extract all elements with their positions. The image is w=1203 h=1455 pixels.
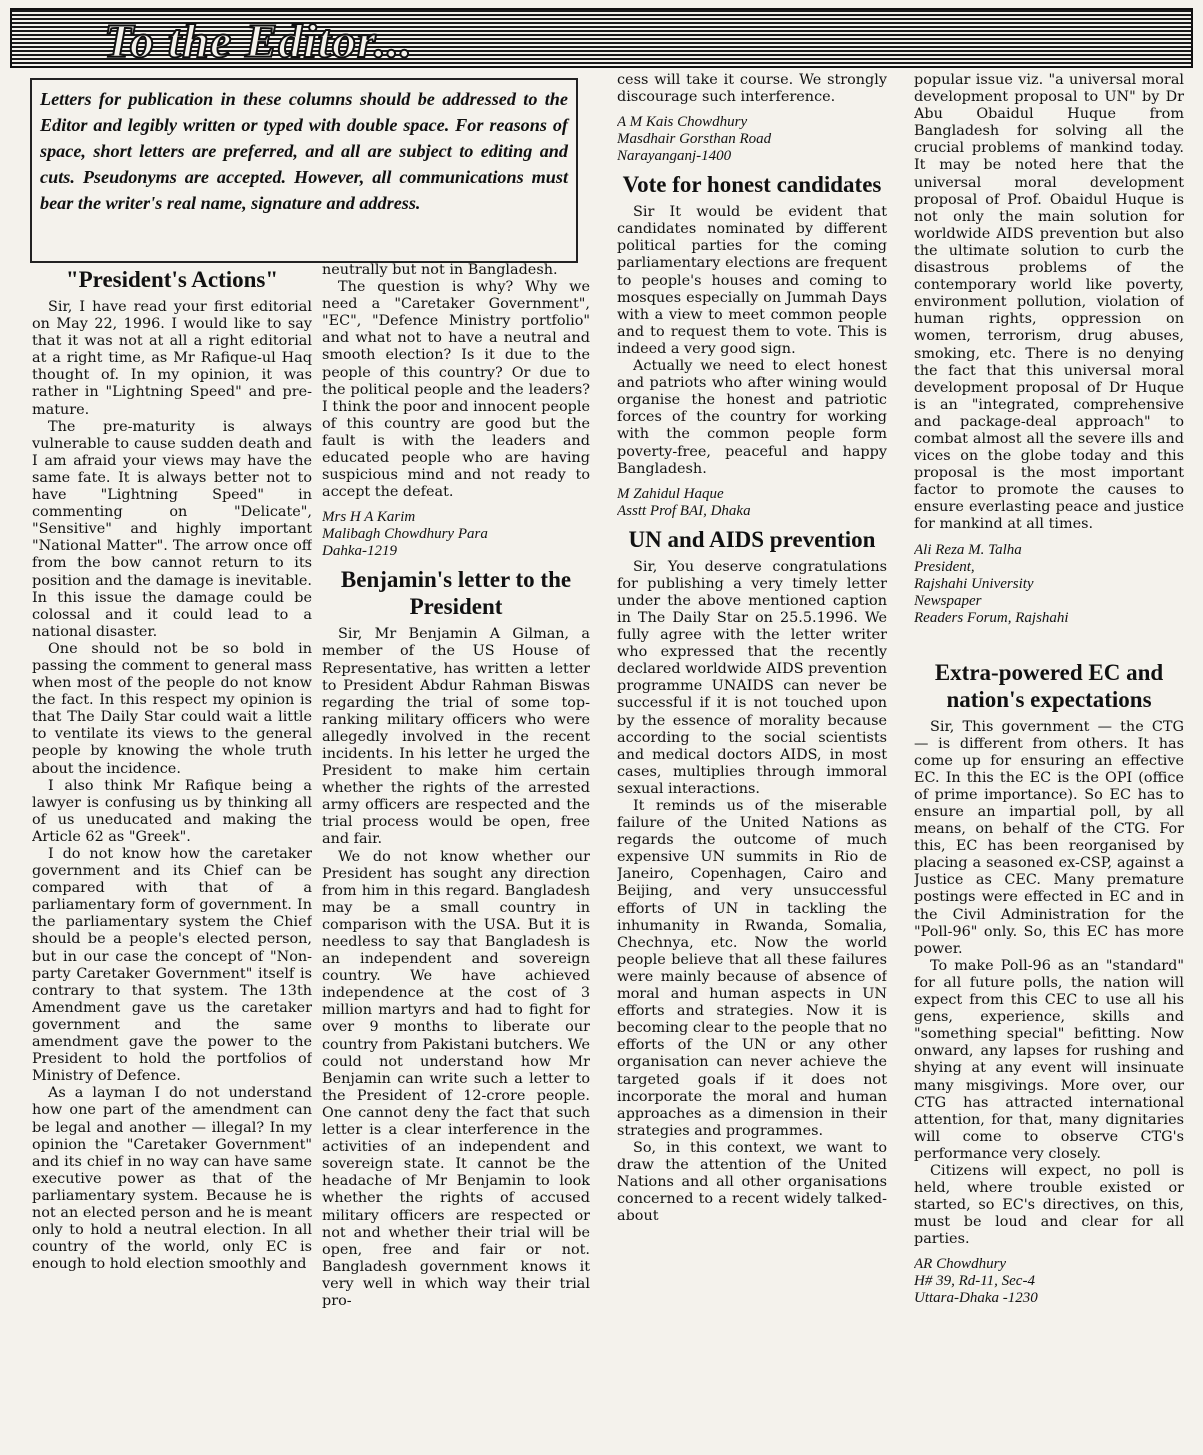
signature-line: Rajshahi University bbox=[914, 575, 1034, 592]
signature-line: Narayanganj-1400 bbox=[617, 148, 732, 165]
signature-line: Uttara-Dhaka -1230 bbox=[914, 1290, 1038, 1307]
paragraph: cess will take it course. We strongly discourage such interference. bbox=[617, 72, 887, 106]
signature-line: Ali Reza M. Talha bbox=[914, 541, 1022, 558]
section-title: To the Editor... bbox=[104, 15, 413, 68]
submission-notice: Letters for publication in these columns should be addressed to the Editor and legibly written or typed with double space. For reasons of space, short letters are preferred, and all are subject to editing and cuts. Pseudonyms are accepted. However, all communications must bear the writer's real name, signature and address. bbox=[30, 78, 578, 263]
signature-line: H# 39, Rd-11, Sec-4 bbox=[914, 1273, 1035, 1290]
signature-extra-powered-ec bbox=[914, 1256, 1184, 1307]
column-3 bbox=[617, 72, 887, 1452]
paragraph: Sir, You deserve congratulations for publishing a very timely letter under the above mentioned caption in The Daily Star on 25.5.1996. We fully agree with the letter writer who expressed that the recently declared worldwide AIDS prevention programme UNAIDS can never be successful if it is not touched upon by the essence of morality because according to the social scientists and medical doctors AIDS, in most cases, multiplies through immoral sexual interactions. bbox=[617, 558, 887, 797]
signature-line: President, bbox=[914, 558, 975, 575]
headline-vote-for-honest-candidates: Vote for honest candidates bbox=[622, 172, 882, 198]
signature-line: AR Chowdhury bbox=[914, 1256, 1007, 1273]
signature-vote-for-honest-candidates bbox=[617, 486, 887, 520]
signature-line: Malibagh Chowdhury Para bbox=[322, 526, 488, 543]
paragraph: popular issue viz. "a universal moral development proposal to UN" by Dr Abu Obaidul Huque from Bangladesh for solving all the crucial problems of mankind today. It may be noted here that the universal moral development proposal of Prof. Obaidul Huque is not only the main solution for worldwide AIDS prevention but also the ultimate solution to curb the disastrous problems of the contemporary world like poverty, environment pollution, violation of human rights, oppression on women, terrorism, drug abuses, smoking, etc. There is no denying the fact that this universal moral development proposal of Dr Huque is an "integrated, comprehensive and package-deal approach" to combat almost all the severe ills and vices on the globe today and this proposal is the most important factor to promote the causes to ensure everlasting peace and justice for mankind at all times. bbox=[914, 72, 1184, 533]
signature-benjamins-letter bbox=[617, 114, 887, 165]
signature-line: Asstt Prof BAI, Dhaka bbox=[617, 502, 751, 519]
paragraph: Sir, I have read your first editorial on May 22, 1996. I would like to say that it was not at all a right editorial at a right time, as Mr Rafique-ul Haq thought of. In my opinion, it was rather in "Lightning Speed" and pre-mature. bbox=[32, 299, 312, 418]
signature-line: A M Kais Chowdhury bbox=[617, 114, 748, 131]
signature-line: Mrs H A Karim bbox=[322, 509, 416, 526]
paragraph: The question is why? Why we need a "Caretaker Government", "EC", "Defence Ministry portfolio" and what not to have a neutral and smooth election? Is it due to the people of this country? Or due to the political people and the leaders? I think the poor and innocent people of this country are good but the fault is with the leaders and educated people who are having suspicious mind and not ready to accept the defeat. bbox=[322, 279, 590, 501]
section-banner bbox=[10, 8, 1193, 68]
signature-presidents-actions bbox=[322, 509, 590, 560]
signature-line: Newspaper bbox=[914, 592, 982, 609]
paragraph: So, in this context, we want to draw the attention of the United Nations and all other organisations concerned to a recent widely talked-about bbox=[617, 1139, 887, 1225]
paragraph: To make Poll-96 as an "standard" for all future polls, the nation will expect from this CEC to use all his gens, experience, skills and "something special" befitting. Now onward, any lapses for rushing and shying at any event will insinuate many misgivings. More over, our CTG has attracted international attention, for that, many dignitaries will come to observe CTG's performance very closely. bbox=[914, 957, 1184, 1162]
column-2 bbox=[322, 262, 590, 1452]
paragraph: Sir, Mr Benjamin A Gilman, a member of the US House of Representative, has written a letter to President Abdur Rahman Biswas regarding the trial of some top-ranking military officers who were allegedly involved in the recent incidents. In his letter he urged the President to make him certain whether the rights of the arrested army officers are respected and the trial process would be open, free and fair. bbox=[322, 626, 590, 848]
paragraph: Sir, This government — the CTG — is different from others. It has come up for ensuring an effective EC. In this the EC is the OPI (office of prime importance). So EC has to ensure an impartial poll, by all means, on behalf of the CTG. For this, EC has been reorganised by placing a seasoned ex-CSP, against a Justice as CEC. Many premature postings were effected in EC and in the Civil Administration for the "Poll-96" only. So, this EC has more power. bbox=[914, 718, 1184, 957]
headline-benjamins-letter: Benjamin's letter to the President bbox=[340, 567, 572, 620]
paragraph: Sir It would be evident that candidates nominated by different political parties for the coming parliamentary elections are frequent to people's houses and coming to mosques especially on Jummah Days with a view to meet common people and to request them to vote. This is indeed a very good sign. bbox=[617, 204, 887, 357]
headline-presidents-actions: "President's Actions" bbox=[65, 267, 279, 292]
headline-un-and-aids-prevention: UN and AIDS prevention bbox=[628, 526, 876, 552]
paragraph: It reminds us of the miserable failure of the United Nations as regards the outcome of much expensive UN summits in Rio de Janeiro, Copenhagen, Cairo and Beijing, and very unsuccessful efforts of UN in tackling the inhumanity in Rwanda, Somalia, Chechnya, etc. Now the world people believe that all these failures were mainly because of absence of moral and human aspects in UN efforts and strategies. Now it is becoming clear to the people that no efforts of the UN or any other organisation can never achieve the targeted goals if it does not incorporate the moral and human approaches as a dimension in their strategies and programmes. bbox=[617, 798, 887, 1139]
signature-line: M Zahidul Haque bbox=[617, 485, 724, 502]
signature-line: Readers Forum, Rajshahi bbox=[914, 609, 1069, 626]
paragraph: neutrally but not in Bangladesh. bbox=[322, 262, 558, 278]
paragraph: I also think Mr Rafique being a lawyer is confusing us by thinking all of us uneducated and making the Article 62 as "Greek". bbox=[32, 777, 312, 845]
paragraph: I do not know how the caretaker government and its Chief can be compared with that of a parliamentary form of government. In the parliamentary system the Chief should be a people's elected person, but in our case the concept of "Non-party Caretaker Government" itself is contrary to that system. The 13th Amendment gave us the caretaker government and the same amendment gave the power to the President to hold the portfolios of Ministry of Defence. bbox=[32, 846, 312, 1085]
signature-line: Dahka-1219 bbox=[322, 543, 397, 560]
paragraph: We do not know whether our President has sought any direction from him in this regard. Bangladesh may be a small country in comparison with the USA. But it is needless to say that Bangladesh is an independent and sovereign country. We have achieved independence at the cost of 3 million martyrs and had to fight for over 9 months to liberate our country from Pakistani butchers. We could not understand how Mr Benjamin can write such a letter to the President of 12-crore people. One cannot deny the fact that such letter is a clear interference in the activities of an independent and sovereign state. It cannot be the headache of Mr Benjamin to look whether the rights of accused military officers are respected or not and whether their trial will be open, free and fair or not. Bangladesh government knows it very well in which way their trial pro- bbox=[322, 848, 590, 1309]
signature-line: Masdhair Gorsthan Road bbox=[617, 131, 772, 148]
headline-extra-powered-ec: Extra-powered EC and nation's expectations bbox=[934, 659, 1164, 712]
column-4 bbox=[914, 72, 1184, 1452]
signature-un-and-aids-prevention bbox=[914, 542, 1184, 627]
column-1 bbox=[32, 262, 312, 1452]
paragraph: The pre-maturity is always vulnerable to cause sudden death and I am afraid your views may have the same fate. It is always better not to have "Lightning Speed" in commenting on "Delicate", "Sensitive" and highly important "National Matter". The arrow once off from the bow cannot return to its position and the damage is inevitable. In this issue the damage could be colossal and it could lead to a national disaster. bbox=[32, 418, 312, 640]
paragraph: Actually we need to elect honest and patriots who after wining would organise the honest and patriotic forces of the country for working with the common people form poverty-free, peaceful and happy Bangladesh. bbox=[617, 358, 887, 477]
paragraph: As a layman I do not understand how one part of the amendment can be legal and another — illegal? In my opinion the "Caretaker Government" and its chief in no way can have same executive power as that of the parliamentary system. Because he is not an elected person and he is meant only to hold a neutral election. In all country of the world, only EC is enough to hold election smoothly and bbox=[32, 1085, 312, 1273]
column-gap bbox=[914, 633, 1184, 655]
paragraph: Citizens will expect, no poll is held, where trouble existed or started, so EC's directives, on this, must be loud and clear for all parties. bbox=[914, 1162, 1184, 1248]
paragraph: One should not be so bold in passing the comment to general mass when most of the people do not know the fact. In this respect my opinion is that The Daily Star could wait a little to ventilate its views to the general people by knowing the whole truth about the incidence. bbox=[32, 640, 312, 777]
